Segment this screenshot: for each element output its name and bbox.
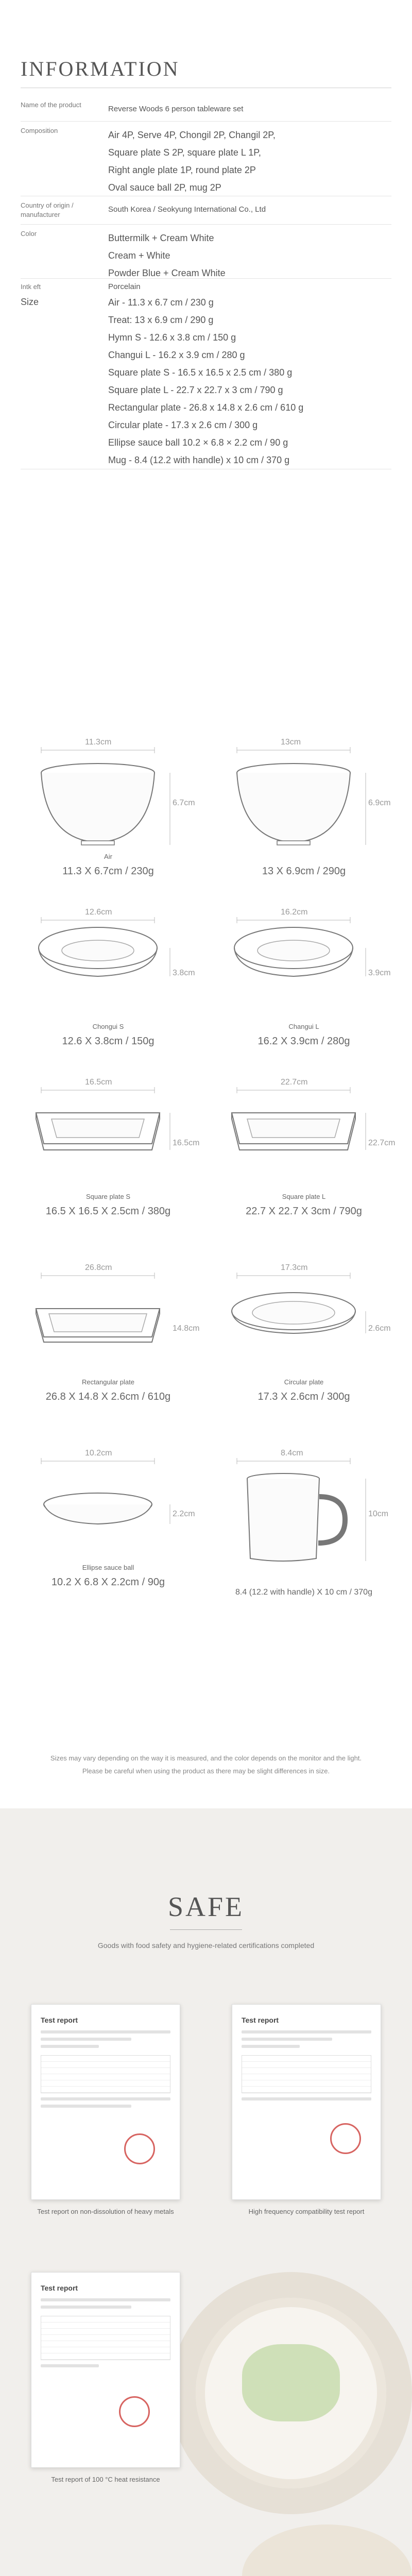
item-spec: 16.2 X 3.9cm / 280g	[258, 1036, 350, 1047]
info-value: Cream + White	[108, 250, 170, 261]
height-label: 2.6cm	[368, 1324, 391, 1333]
info-value: Mug - 8.4 (12.2 with handle) x 10 cm / 370 g	[108, 455, 290, 465]
info-value: Square plate L - 22.7 x 22.7 x 3 cm / 790 g	[108, 385, 283, 395]
item-name: Chongui S	[92, 1023, 124, 1030]
mug-icon	[216, 1453, 391, 1577]
info-value: Powder Blue + Cream White	[108, 268, 226, 278]
width-label: 10.2cm	[85, 1449, 112, 1458]
width-label: 11.3cm	[85, 738, 112, 747]
info-value: Circular plate - 17.3 x 2.6 cm / 300 g	[108, 420, 258, 430]
food-photo-bowl	[242, 2524, 412, 2576]
report-table	[242, 2055, 371, 2093]
dimension-item	[21, 1078, 200, 1247]
square-plate-icon	[216, 1082, 391, 1206]
divider	[170, 1929, 242, 1930]
info-key: Name of the product	[21, 101, 81, 109]
width-label: 12.6cm	[85, 908, 112, 917]
divider	[21, 278, 391, 279]
item-name: Rectangular plate	[82, 1378, 134, 1386]
width-label: 13cm	[281, 738, 301, 747]
info-key: Color	[21, 230, 37, 238]
report-text-line	[41, 2105, 131, 2108]
dimension-item	[21, 908, 196, 1077]
salad-food-icon	[242, 2344, 340, 2421]
circular-plate-icon	[216, 1267, 391, 1391]
report-text-line	[41, 2306, 131, 2309]
shallow-bowl-icon	[216, 912, 391, 1036]
safe-title: SAFE	[167, 1891, 245, 1922]
bowl-icon	[21, 742, 196, 866]
bowl-icon	[216, 742, 391, 866]
information-section	[0, 0, 412, 690]
shallow-bowl-icon	[21, 912, 196, 1036]
stamp-icon	[124, 2133, 155, 2164]
report-heading: Test report	[41, 2284, 78, 2292]
info-value: Changui L - 16.2 x 3.9 cm / 280 g	[108, 350, 245, 360]
info-value: Porcelain	[108, 282, 141, 291]
info-value: Buttermilk + Cream White	[108, 233, 214, 243]
width-label: 16.5cm	[85, 1078, 112, 1087]
safe-section	[0, 1808, 412, 2576]
height-label: 3.9cm	[368, 969, 391, 977]
stamp-icon	[119, 2396, 150, 2427]
dimensions-note-2: Please be careful when using the product as there may be slight differences in size.	[82, 1767, 330, 1775]
information-title: INFORMATION	[21, 57, 180, 80]
report-text-line	[41, 2038, 131, 2041]
dimension-item	[216, 1263, 391, 1432]
report-table	[41, 2055, 170, 2093]
stamp-icon	[330, 2123, 361, 2154]
info-value: Rectangular plate - 26.8 x 14.8 x 2.6 cm / 610 g	[108, 402, 304, 413]
info-value: Air 4P, Serve 4P, Chongil 2P, Changil 2P,	[108, 130, 276, 140]
dimension-item	[216, 1078, 396, 1247]
height-label: 6.7cm	[173, 799, 195, 807]
report-text-line	[41, 2045, 99, 2048]
item-name: Changui L	[288, 1023, 319, 1030]
item-spec: 16.5 X 16.5 X 2.5cm / 380g	[45, 1206, 171, 1217]
item-name: Air	[104, 853, 112, 860]
dimension-item	[21, 738, 196, 907]
item-spec: 11.3 X 6.7cm / 230g	[62, 866, 154, 877]
info-value: Square plate S - 16.5 x 16.5 x 2.5 cm / 380 g	[108, 367, 293, 378]
test-report-high-frequency	[232, 2004, 381, 2200]
dimension-item	[21, 1449, 196, 1618]
info-key: Size	[21, 297, 39, 307]
height-label: 16.5cm	[173, 1139, 200, 1147]
item-spec: 10.2 X 6.8 X 2.2cm / 90g	[51, 1577, 165, 1588]
info-value: Hymn S - 12.6 x 3.8 cm / 150 g	[108, 332, 236, 343]
report-caption-3: Test report of 100 °C heat resistance	[51, 2476, 160, 2483]
width-label: 17.3cm	[281, 1263, 308, 1272]
info-value: Air - 11.3 x 6.7 cm / 230 g	[108, 297, 214, 308]
report-text-line	[41, 2097, 170, 2100]
info-key: Country of origin / manufacturer	[21, 201, 74, 218]
item-name: Square plate S	[85, 1193, 130, 1200]
height-label: 22.7cm	[368, 1139, 396, 1147]
report-caption-2: High frequency compatibility test report	[248, 2208, 365, 2215]
dimension-item	[216, 1449, 391, 1618]
width-label: 26.8cm	[85, 1263, 112, 1272]
dimension-item	[216, 738, 391, 907]
height-label: 6.9cm	[368, 799, 391, 807]
height-label: 3.8cm	[173, 969, 195, 977]
test-report-heat-resistance	[31, 2272, 180, 2468]
item-name: Ellipse sauce ball	[82, 1564, 134, 1571]
info-value: Right angle plate 1P, round plate 2P	[108, 165, 256, 175]
report-text-line	[242, 2030, 371, 2033]
info-value: Square plate S 2P, square plate L 1P,	[108, 147, 261, 158]
height-label: 10cm	[368, 1510, 389, 1518]
height-label: 14.8cm	[173, 1324, 200, 1333]
report-text-line	[242, 2045, 300, 2048]
width-label: 16.2cm	[281, 908, 308, 917]
report-table	[41, 2316, 170, 2360]
dimensions-note-1: Sizes may vary depending on the way it is measured, and the color depends on the monitor and the light.	[50, 1754, 362, 1762]
report-text-line	[41, 2298, 170, 2301]
sauce-dish-icon	[21, 1453, 196, 1577]
rectangular-plate-icon	[21, 1267, 196, 1391]
dimensions-section	[0, 690, 412, 1808]
dimension-item	[216, 908, 391, 1077]
report-text-line	[41, 2030, 170, 2033]
safe-subtitle: Goods with food safety and hygiene-related certifications completed	[97, 1941, 315, 1950]
divider	[21, 121, 391, 122]
info-key: Intk eft	[21, 283, 41, 291]
dimension-item	[21, 1263, 200, 1432]
square-plate-icon	[21, 1082, 196, 1206]
width-label: 8.4cm	[281, 1449, 303, 1458]
report-heading: Test report	[242, 2016, 279, 2024]
item-spec: 13 X 6.9cm / 290g	[262, 866, 346, 877]
info-value: Oval sauce ball 2P, mug 2P	[108, 182, 221, 193]
width-label: 22.7cm	[281, 1078, 308, 1087]
divider	[21, 224, 391, 225]
item-name: Square plate L	[282, 1193, 326, 1200]
report-text-line	[242, 2038, 332, 2041]
info-value: Treat: 13 x 6.9 cm / 290 g	[108, 315, 214, 325]
report-caption-1: Test report on non-dissolution of heavy metals	[37, 2208, 174, 2215]
info-value: Ellipse sauce ball 10.2 × 6.8 × 2.2 cm / 90 g	[108, 437, 288, 448]
info-value: South Korea / Seokyung International Co., Ltd	[108, 205, 266, 214]
item-spec: 22.7 X 22.7 X 3cm / 790g	[246, 1206, 362, 1217]
item-name: Circular plate	[284, 1378, 324, 1386]
report-text-line	[242, 2097, 371, 2100]
height-label: 2.2cm	[173, 1510, 195, 1518]
info-value: Reverse Woods 6 person tableware set	[108, 105, 244, 113]
report-text-line	[41, 2364, 99, 2367]
item-spec: 17.3 X 2.6cm / 300g	[258, 1391, 350, 1402]
info-key: Composition	[21, 127, 58, 134]
item-spec: 8.4 (12.2 with handle) X 10 cm / 370g	[235, 1588, 372, 1597]
report-heading: Test report	[41, 2016, 78, 2024]
item-spec: 26.8 X 14.8 X 2.6cm / 610g	[45, 1391, 171, 1402]
test-report-heavy-metals	[31, 2004, 180, 2200]
item-spec: 12.6 X 3.8cm / 150g	[62, 1036, 154, 1047]
